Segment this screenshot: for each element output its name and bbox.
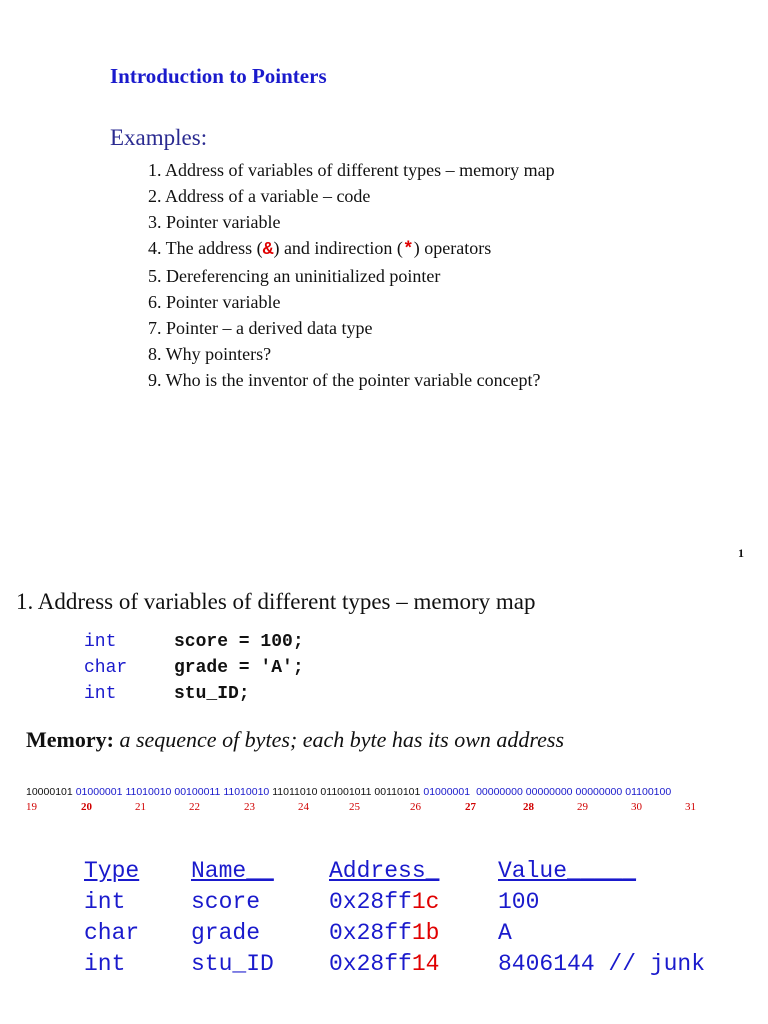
cell-type: int (84, 889, 126, 915)
slide-title: Introduction to Pointers (110, 64, 327, 88)
memory-address: 26 (410, 801, 421, 813)
memory-byte: 11010010 (125, 786, 172, 798)
memory-address: 24 (298, 801, 309, 813)
examples-heading: Examples: (110, 125, 208, 150)
example-item-4 (148, 235, 555, 263)
section-title: 1. Address of variables of different types – memory map (16, 589, 536, 614)
example-item-7: 7. Pointer – a derived data type (148, 318, 373, 338)
code-stmt-2: grade = 'A'; (174, 658, 304, 678)
cell-address (329, 951, 439, 977)
memory-address: 20 (81, 801, 92, 813)
column-header-name: Name__ (191, 858, 274, 884)
cell-name: stu_ID (191, 951, 274, 977)
address-prefix: 0x28ff (329, 920, 412, 946)
code-type-1: int (84, 632, 117, 652)
memory-address: 31 (685, 801, 696, 813)
address-operator: & (262, 240, 274, 260)
code-type-2: char (84, 658, 128, 678)
code-type-3: int (84, 684, 117, 704)
cell-address (329, 920, 439, 946)
memory-byte: 00000000 (525, 786, 573, 798)
example-item-3: 3. Pointer variable (148, 212, 281, 232)
memory-byte: 11011010 (272, 786, 318, 798)
memory-label: Memory: (26, 727, 114, 752)
example-item-1: 1. Address of variables of different types – memory map (148, 160, 555, 180)
example-item-8: 8. Why pointers? (148, 344, 272, 364)
memory-byte: 01000001 (423, 786, 471, 798)
memory-byte: 011001011 (320, 786, 372, 798)
memory-byte: 01000001 (75, 786, 123, 798)
cell-type: int (84, 951, 126, 977)
example-item-6: 6. Pointer variable (148, 292, 281, 312)
memory-byte: 00100011 (174, 786, 221, 798)
memory-address: 21 (135, 801, 146, 813)
code-stmt-1: score = 100; (174, 632, 304, 652)
memory-byte: 10000101 (26, 786, 73, 798)
cell-value: 8406144 // junk (498, 951, 706, 977)
cell-name: score (191, 889, 261, 915)
cell-value: A (498, 920, 512, 946)
example-item-2: 2. Address of a variable – code (148, 186, 371, 206)
memory-byte: 11010010 (223, 786, 270, 798)
memory-address: 29 (577, 801, 588, 813)
memory-address: 27 (465, 801, 476, 813)
memory-byte: 00000000 (575, 786, 623, 798)
address-suffix: 1c (411, 889, 440, 915)
example-item-4-pre: 4. The address ( (148, 238, 263, 258)
memory-byte: 01100100 (625, 786, 672, 798)
column-header-value: Value_____ (498, 858, 637, 884)
cell-value: 100 (498, 889, 540, 915)
address-prefix: 0x28ff (329, 889, 412, 915)
cell-type: char (84, 920, 140, 946)
address-suffix: 14 (411, 951, 440, 977)
column-header-type: Type (84, 858, 140, 884)
memory-description: a sequence of bytes; each byte has its own address (119, 727, 565, 752)
address-suffix: 1b (411, 920, 440, 946)
memory-address: 28 (523, 801, 534, 813)
cell-name: grade (191, 920, 261, 946)
memory-byte: 00000000 (476, 786, 523, 798)
memory-address: 22 (189, 801, 200, 813)
cell-address (329, 889, 439, 915)
page-number: 1 (738, 546, 744, 560)
indirection-operator: * (402, 240, 414, 260)
example-item-4-post: ) operators (413, 238, 492, 258)
code-stmt-3: stu_ID; (174, 684, 250, 704)
memory-byte: 00110101 (374, 786, 421, 798)
memory-bytes-row (26, 786, 742, 798)
examples-list (148, 157, 555, 393)
memory-address: 30 (631, 801, 642, 813)
example-item-5: 5. Dereferencing an uninitialized pointer (148, 266, 441, 286)
memory-address: 25 (349, 801, 360, 813)
example-item-9: 9. Who is the inventor of the pointer variable concept? (148, 370, 541, 390)
address-prefix: 0x28ff (329, 951, 412, 977)
column-header-address: Address_ (329, 858, 440, 884)
memory-address: 19 (26, 801, 37, 813)
memory-address: 23 (244, 801, 255, 813)
example-item-4-mid: ) and indirection ( (273, 238, 403, 258)
memory-definition (26, 727, 564, 753)
